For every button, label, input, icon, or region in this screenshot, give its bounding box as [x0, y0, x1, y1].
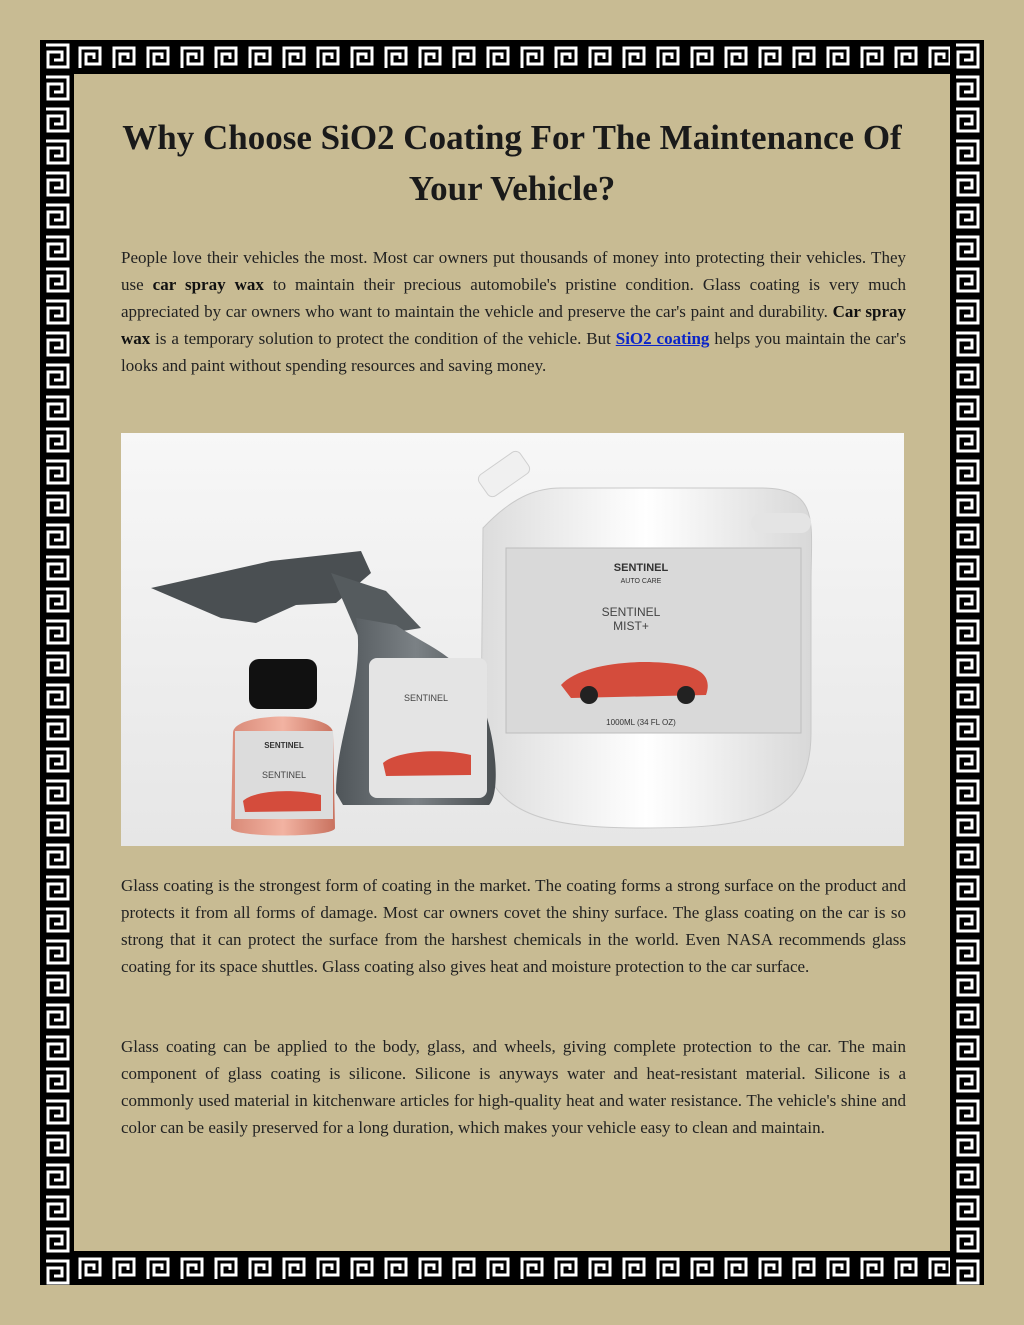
glass-coating-paragraph: Glass coating is the strongest form of coating in the market. The coating forms a strong surface on the product and protects it from all forms of damage. Most car owners covet the shiny surface. The glass coating on the car is so strong that it can protect the surface from the harshest chemicals in the world. Even NASA recommends glass coating for its space shuttles. Glass coating also gives heat and moisture protection to the car surface.	[121, 876, 906, 976]
refill-pouch	[476, 449, 812, 828]
bottle-product-name: SENTINEL	[403, 693, 449, 703]
pouch-brand: SENTINEL	[613, 562, 669, 574]
greek-key-pattern-top	[40, 40, 984, 74]
pouch-volume: 1000ML (34 FL OZ)	[606, 718, 676, 727]
intro-text-4: helps you maintain the car's looks and paint without spending resources and saving money.	[121, 329, 906, 375]
border-right	[950, 40, 984, 1285]
intro-text-3: is a temporary solution to protect the condition of the vehicle. But	[150, 329, 616, 348]
greek-key-pattern-bottom	[40, 1251, 984, 1285]
pouch-brand-sub: AUTO CARE	[620, 578, 662, 585]
application-paragraph: Glass coating can be applied to the body, glass, and wheels, giving complete protection to the car. The main component of glass coating is silicone. Silicone is anyways water and heat-resistant material. Silicone is a commonly used material in kitchenware articles for high-quality heat and water resistance. The vehicle's shine and color can be easily preserved for a long duration, which makes your vehicle easy to clean and maintain.	[121, 1037, 906, 1137]
intro-paragraph	[121, 244, 906, 379]
intro-text-1: People love their vehicles the most. Most car owners put thousands of money into protecting their vehicles. They use	[121, 248, 906, 294]
intro-text-2: to maintain their precious automobile's pristine condition. Glass coating is very much appreciated by car owners who want to maintain the vehicle and preserve the car's paint and durability.	[121, 275, 906, 321]
pouch-product-sub: MIST+	[613, 619, 649, 633]
product-illustration	[121, 433, 904, 846]
small-bottle-brand: SENTINEL	[264, 741, 304, 750]
keyword-car-spray-wax-1: car spray wax	[152, 275, 264, 294]
small-bottle-name: SENTINEL	[261, 770, 307, 780]
sio2-coating-link[interactable]: SiO2 coating	[615, 329, 710, 348]
product-photo	[121, 433, 904, 846]
border-left	[40, 40, 74, 1285]
keyword-car-spray-wax-2: Car spray wax	[121, 302, 906, 348]
border-top	[40, 40, 984, 74]
border-bottom	[40, 1251, 984, 1285]
page-title: Why Choose SiO2 Coating For The Maintenance Of Your Vehicle?	[122, 118, 902, 208]
pouch-product-name: SENTINEL	[601, 605, 661, 619]
greek-key-pattern-left	[40, 40, 74, 1285]
greek-key-pattern-right	[950, 40, 984, 1285]
